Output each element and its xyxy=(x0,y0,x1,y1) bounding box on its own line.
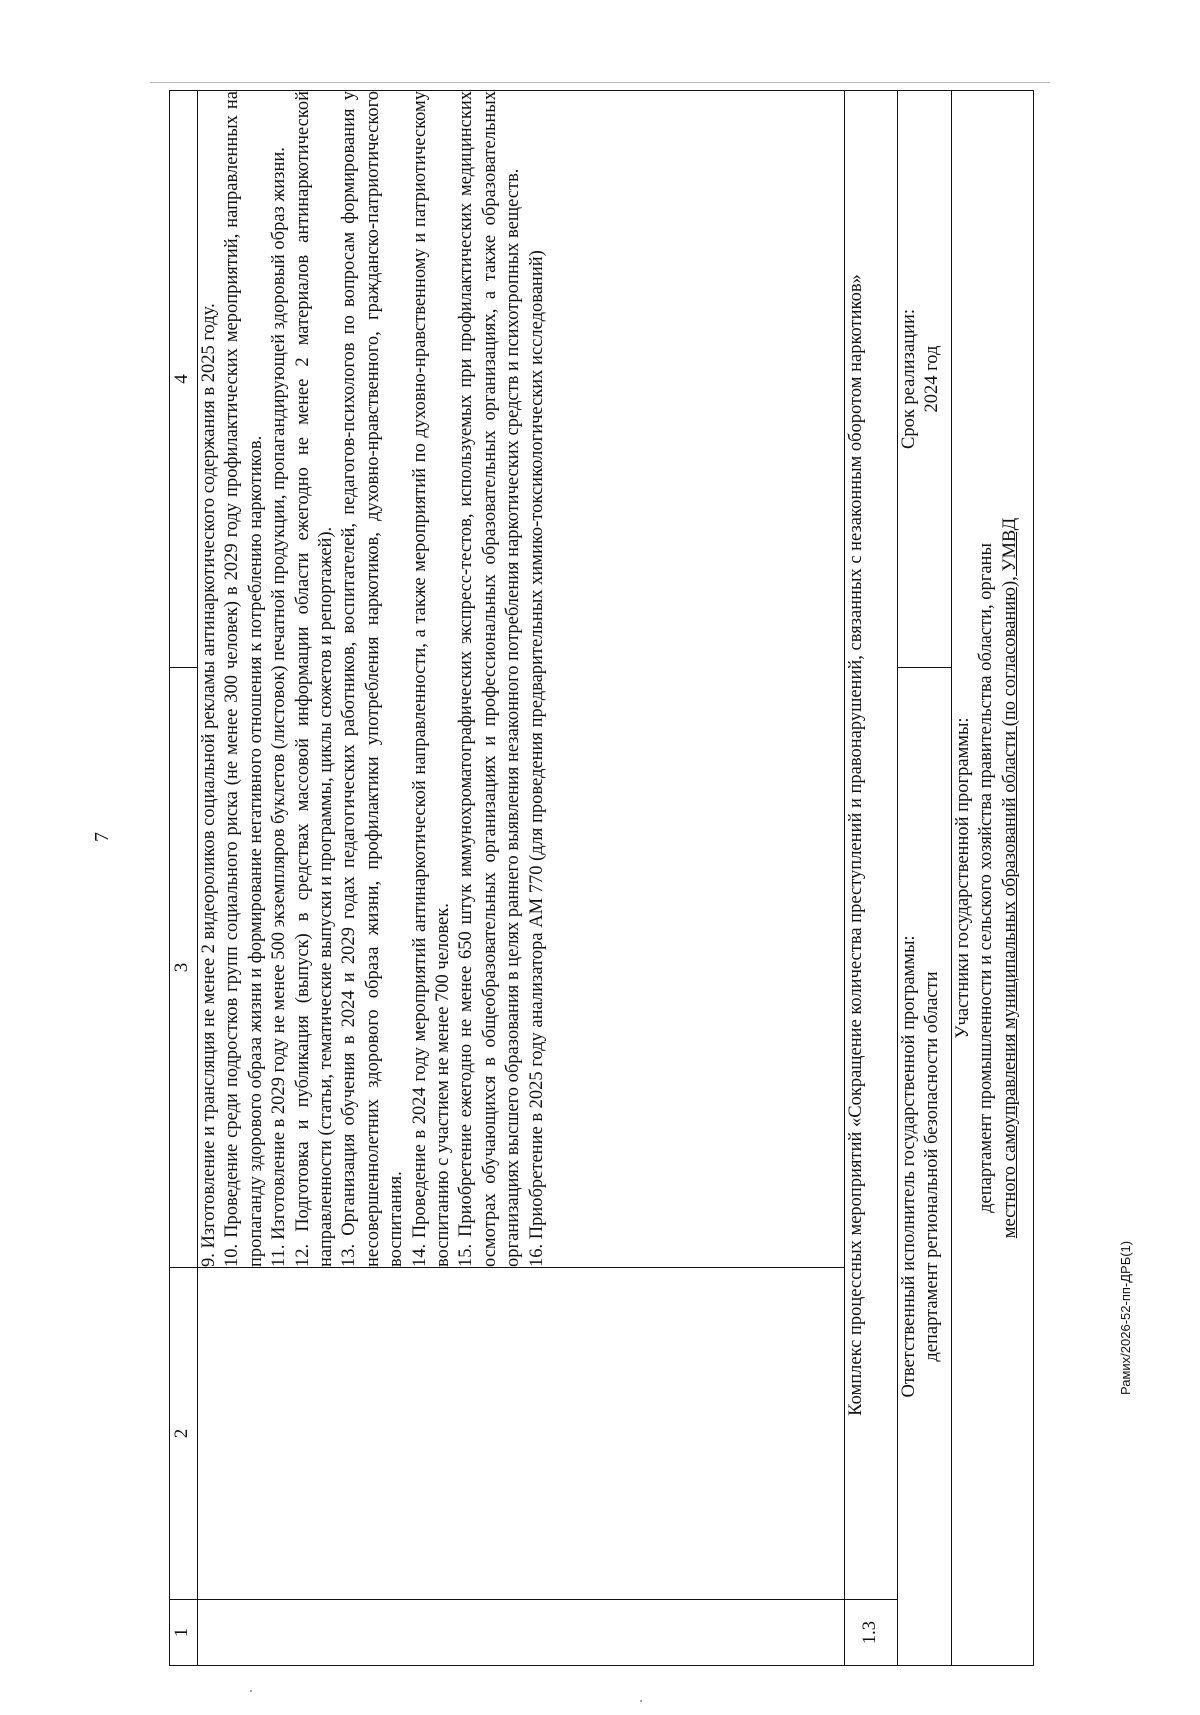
participants-row xyxy=(952,91,1034,1666)
document-code: Рамих/2026-52-пп-ДРБ(1) xyxy=(1118,1240,1133,1395)
measure-item: 10. Проведение среди подростков групп социального риска (не менее 300 человек) в 2029 году профилактических мероприятий, направленных на пропаганду здорового образа жизни и формирование негативного отношения к потреблению наркотиков. xyxy=(222,91,266,1267)
term-cell xyxy=(898,91,952,668)
column-header-3: 3 xyxy=(170,668,198,1268)
measure-item: 16. Приобретение в 2025 году анализатора АМ 770 (для проведения предварительных химико-токсикологических исследований) xyxy=(526,250,547,1267)
measures-row xyxy=(198,91,845,1666)
participants-cell xyxy=(952,91,1034,1666)
column-header-4: 4 xyxy=(170,91,198,668)
responsible-label: Ответственный исполнитель государственной программы: xyxy=(899,935,919,1398)
program-table xyxy=(169,90,1034,1666)
column-header-2: 2 xyxy=(170,1268,198,1600)
task-cell xyxy=(198,1268,845,1600)
term-value: 2024 год xyxy=(922,345,943,413)
column-number-row xyxy=(170,91,198,1666)
measure-item: 14. Проведение в 2024 году мероприятий антинаркотической направленности, а также мероприятий по духовно-нравственному и патриотическому воспитанию с участием не менее 700 человек. xyxy=(409,91,454,1267)
page-number: 7 xyxy=(91,832,113,842)
participants-label: Участники государственной программы: xyxy=(953,717,973,1039)
section-header-row xyxy=(845,91,898,1666)
column-header-1: 1 xyxy=(170,1600,198,1666)
responsible-value: департамент региональной безопасности области xyxy=(922,971,943,1362)
participants-value-line-1: департамент промышленности и сельского хозяйства правительства области, органы xyxy=(976,543,997,1213)
section-number: 1.3 xyxy=(845,1600,898,1666)
term-label: Срок реализации: xyxy=(899,309,919,450)
scan-speck xyxy=(640,1700,642,1702)
measure-item: 11. Изготовление в 2029 году не менее 500 экземпляров буклетов (листовок) печатной продукции, пропагандирующей здоровый образ жизни. xyxy=(269,147,290,1267)
row-number-cell xyxy=(198,1600,845,1666)
measure-item: 12. Подготовка и публикация (выпуск) в средствах массовой информации области ежегодно не менее 2 материалов антинаркотической направленности (статьи, тематические выпуски и программы, циклы сюжетов и репортажей). xyxy=(292,91,337,1267)
responsible-row xyxy=(898,91,952,1666)
measures-cell xyxy=(198,91,845,1268)
measure-item: 13. Организация обучения в 2024 и 2029 годах педагогических работников, воспитателей, педагогов-психологов по вопросам формирования у несовершеннолетних здорового образа жизни, профилактики употребления наркотиков, духовно-нравственного, гражданско-патриотического воспитания. xyxy=(339,91,407,1267)
responsible-cell xyxy=(898,668,952,1666)
measure-item: 9. Изготовление и трансляция не менее 2 видеороликов социальной рекламы антинаркотического содержания в 2025 году. xyxy=(199,303,219,1267)
participants-value-line-2: местного самоуправления муниципальных образований области (по согласованию), УМВД xyxy=(999,517,1020,1239)
rotated-table-frame xyxy=(169,91,1188,1666)
section-title: Комплекс процессных мероприятий «Сокращение количества преступлений и правонарушений, связанных с незаконным оборотом наркотиков» xyxy=(845,91,898,1600)
scan-edge-line xyxy=(150,82,1050,83)
measure-item: 15. Приобретение ежегодно не менее 650 штук иммунохроматографических экспресс-тестов, используемых при профилактических медицинских осмотрах обучающихся в общеобразовательных организациях и профессиональных образовательных организациях, а также образовательных организациях высшего образования в целях раннего выявления незаконного потребления наркотических средств и психотропных веществ. xyxy=(456,91,524,1267)
scan-speck xyxy=(250,1690,252,1692)
